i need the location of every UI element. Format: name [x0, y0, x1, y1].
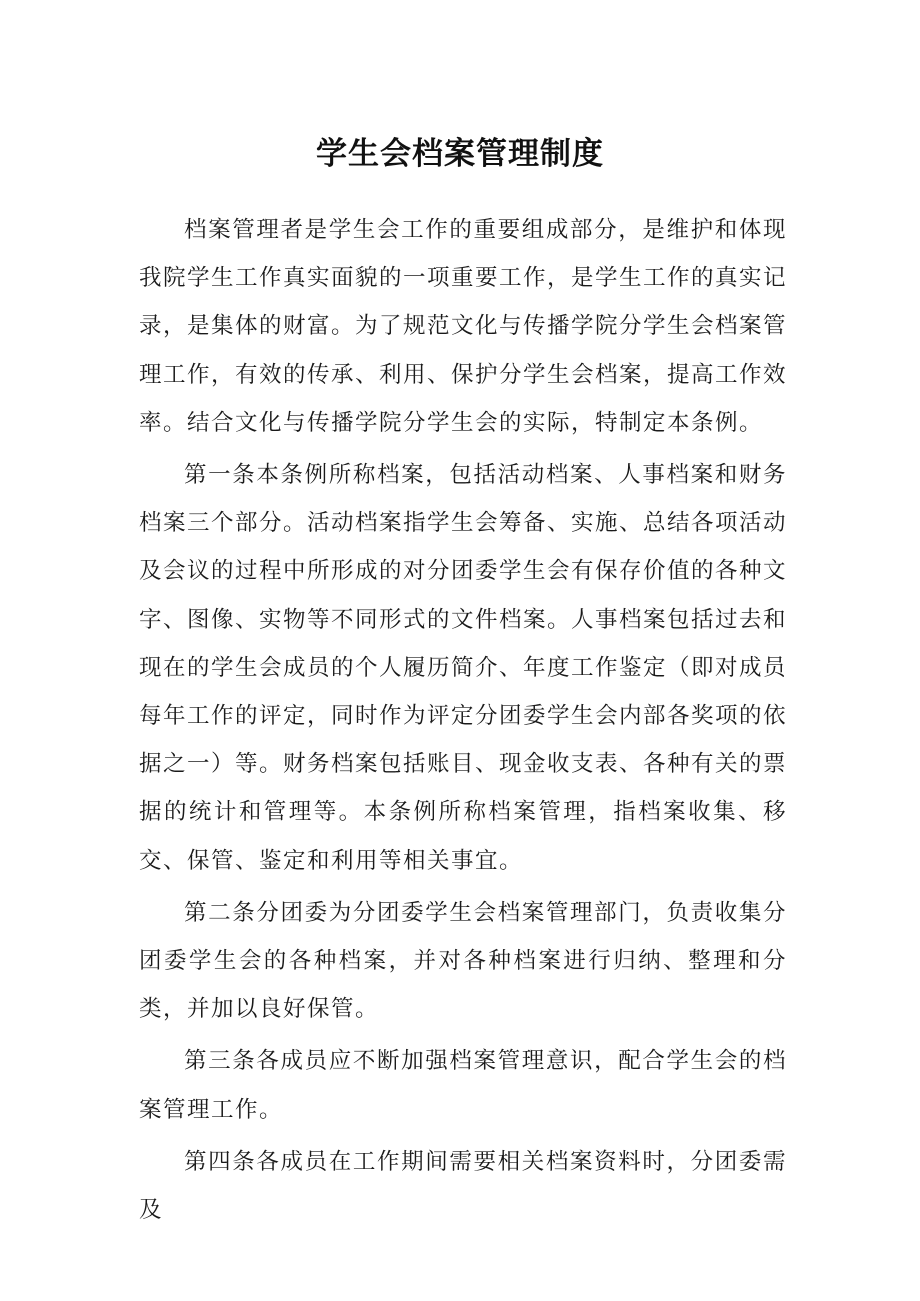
document-body — [139, 206, 787, 1234]
paragraph-article-2: 第二条分团委为分团委学生会档案管理部门，负责收集分团委学生会的各种档案，并对各种档案进行归纳、整理和分类，并加以良好保管。 — [139, 899, 787, 1023]
paragraph-article-1: 第一条本条例所称档案，包括活动档案、人事档案和财务档案三个部分。活动档案指学生会筹备、实施、总结各项活动及会议的过程中所形成的对分团委学生会有保存价值的各种文字、图像、实物等不同形式的文件档案。人事档案包括过去和现在的学生会成员的个人履历简介、年度工作鉴定（即对成员每年工作的评定，同时作为评定分团委学生会内部各奖项的依据之一）等。财务档案包括账目、现金收支表、各种有关的票据的统计和管理等。本条例所称档案管理，指档案收集、移交、保管、鉴定和利用等相关事宜。 — [139, 462, 788, 874]
paragraph-article-3: 第三条各成员应不断加强档案管理意识，配合学生会的档案管理工作。 — [139, 1048, 787, 1123]
paragraph-intro: 档案管理者是学生会工作的重要组成部分，是维护和体现我院学生工作真实面貌的一项重要工作，是学生工作的真实记录，是集体的财富。为了规范文化与传播学院分学生会档案管理工作，有效的传承、利用、保护分学生会档案，提高工作效率。结合文化与传播学院分学生会的实际，特制定本条例。 — [139, 217, 788, 436]
document-title: 学生会档案管理制度 — [316, 136, 604, 172]
paragraph-article-4: 第四条各成员在工作期间需要相关档案资料时，分团委需及 — [139, 1148, 787, 1224]
